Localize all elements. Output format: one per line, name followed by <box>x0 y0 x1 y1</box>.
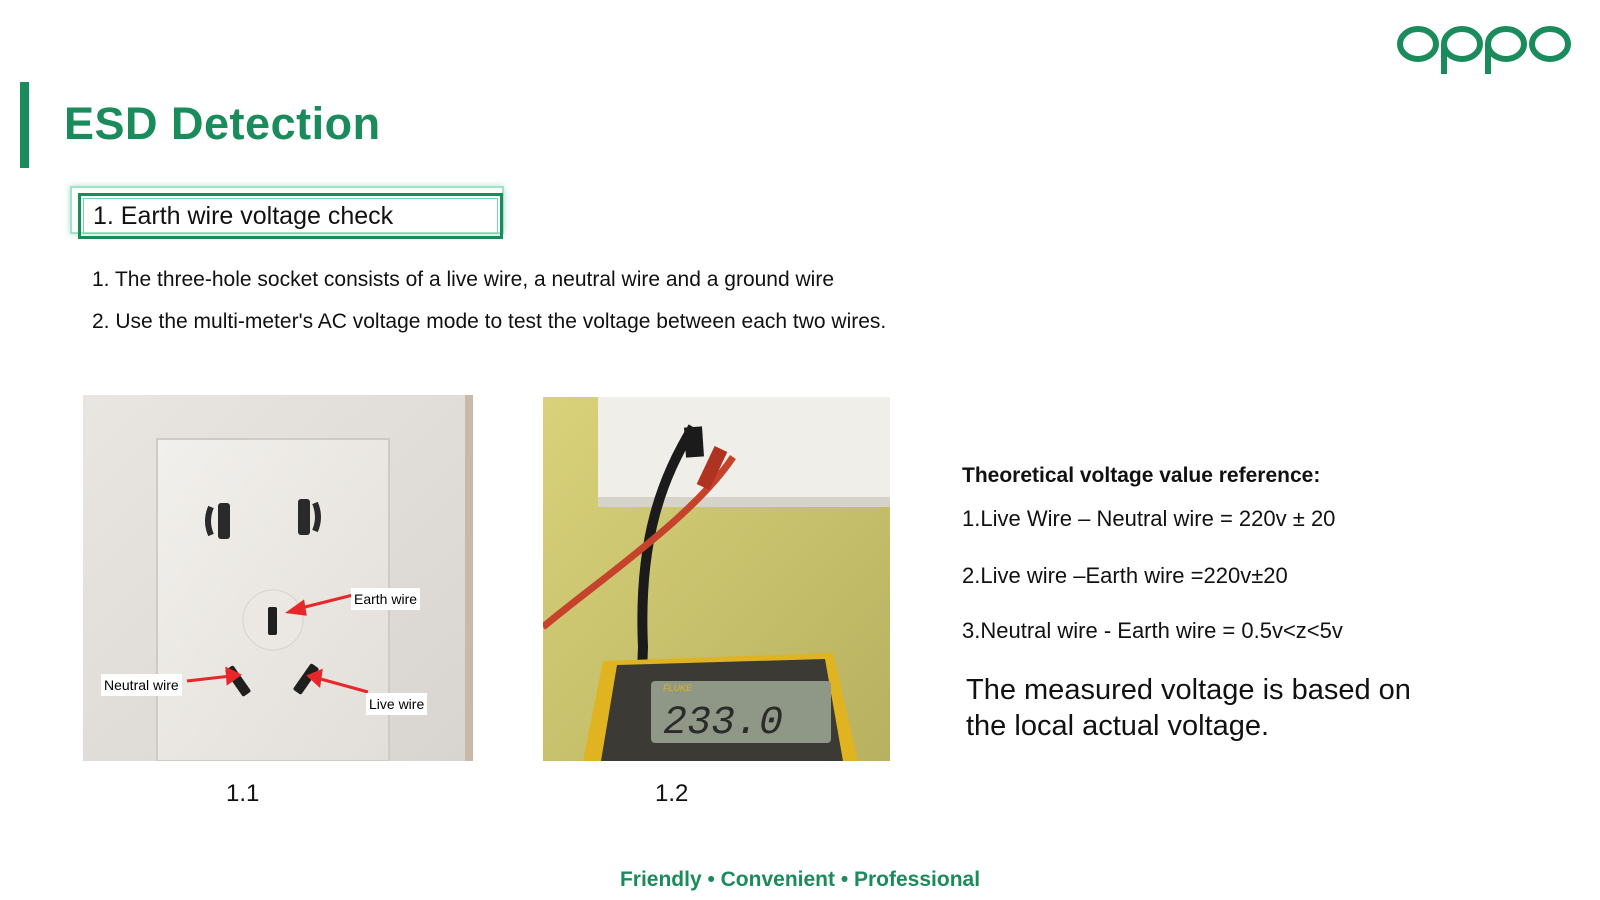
reference-item-3: 3.Neutral wire - Earth wire = 0.5v<z<5v <box>962 618 1343 643</box>
section-label-box: 1. Earth wire voltage check <box>78 193 503 239</box>
voltage-note: The measured voltage is based on the local actual voltage. <box>966 674 1411 742</box>
intro-line-2: 2. Use the multi-meter's AC voltage mode to test the voltage between each two wires. <box>92 310 887 333</box>
oppo-logo <box>1396 22 1574 76</box>
meter-reading: 233.0 <box>663 701 784 746</box>
multimeter-photo <box>543 397 890 761</box>
reference-item-2: 2.Live wire –Earth wire =220v±20 <box>962 563 1288 588</box>
reference-item-1: 1.Live Wire – Neutral wire = 220v ± 20 <box>962 506 1336 531</box>
meter-brand: FLUKE <box>663 683 693 693</box>
socket-photo <box>83 395 473 761</box>
neutral-wire-label: Neutral wire <box>101 674 182 696</box>
figure-2-caption: 1.2 <box>655 780 689 807</box>
earth-wire-label: Earth wire <box>351 588 420 610</box>
page-title: ESD Detection <box>64 98 381 149</box>
footer-slogan: Friendly • Convenient • Professional <box>619 868 981 891</box>
intro-line-1: 1. The three-hole socket consists of a live wire, a neutral wire and a ground wire <box>92 268 834 291</box>
live-wire-label: Live wire <box>366 693 427 715</box>
figure-1-caption: 1.1 <box>226 780 260 807</box>
title-accent-bar <box>20 82 29 168</box>
reference-heading: Theoretical voltage value reference: <box>962 464 1321 487</box>
